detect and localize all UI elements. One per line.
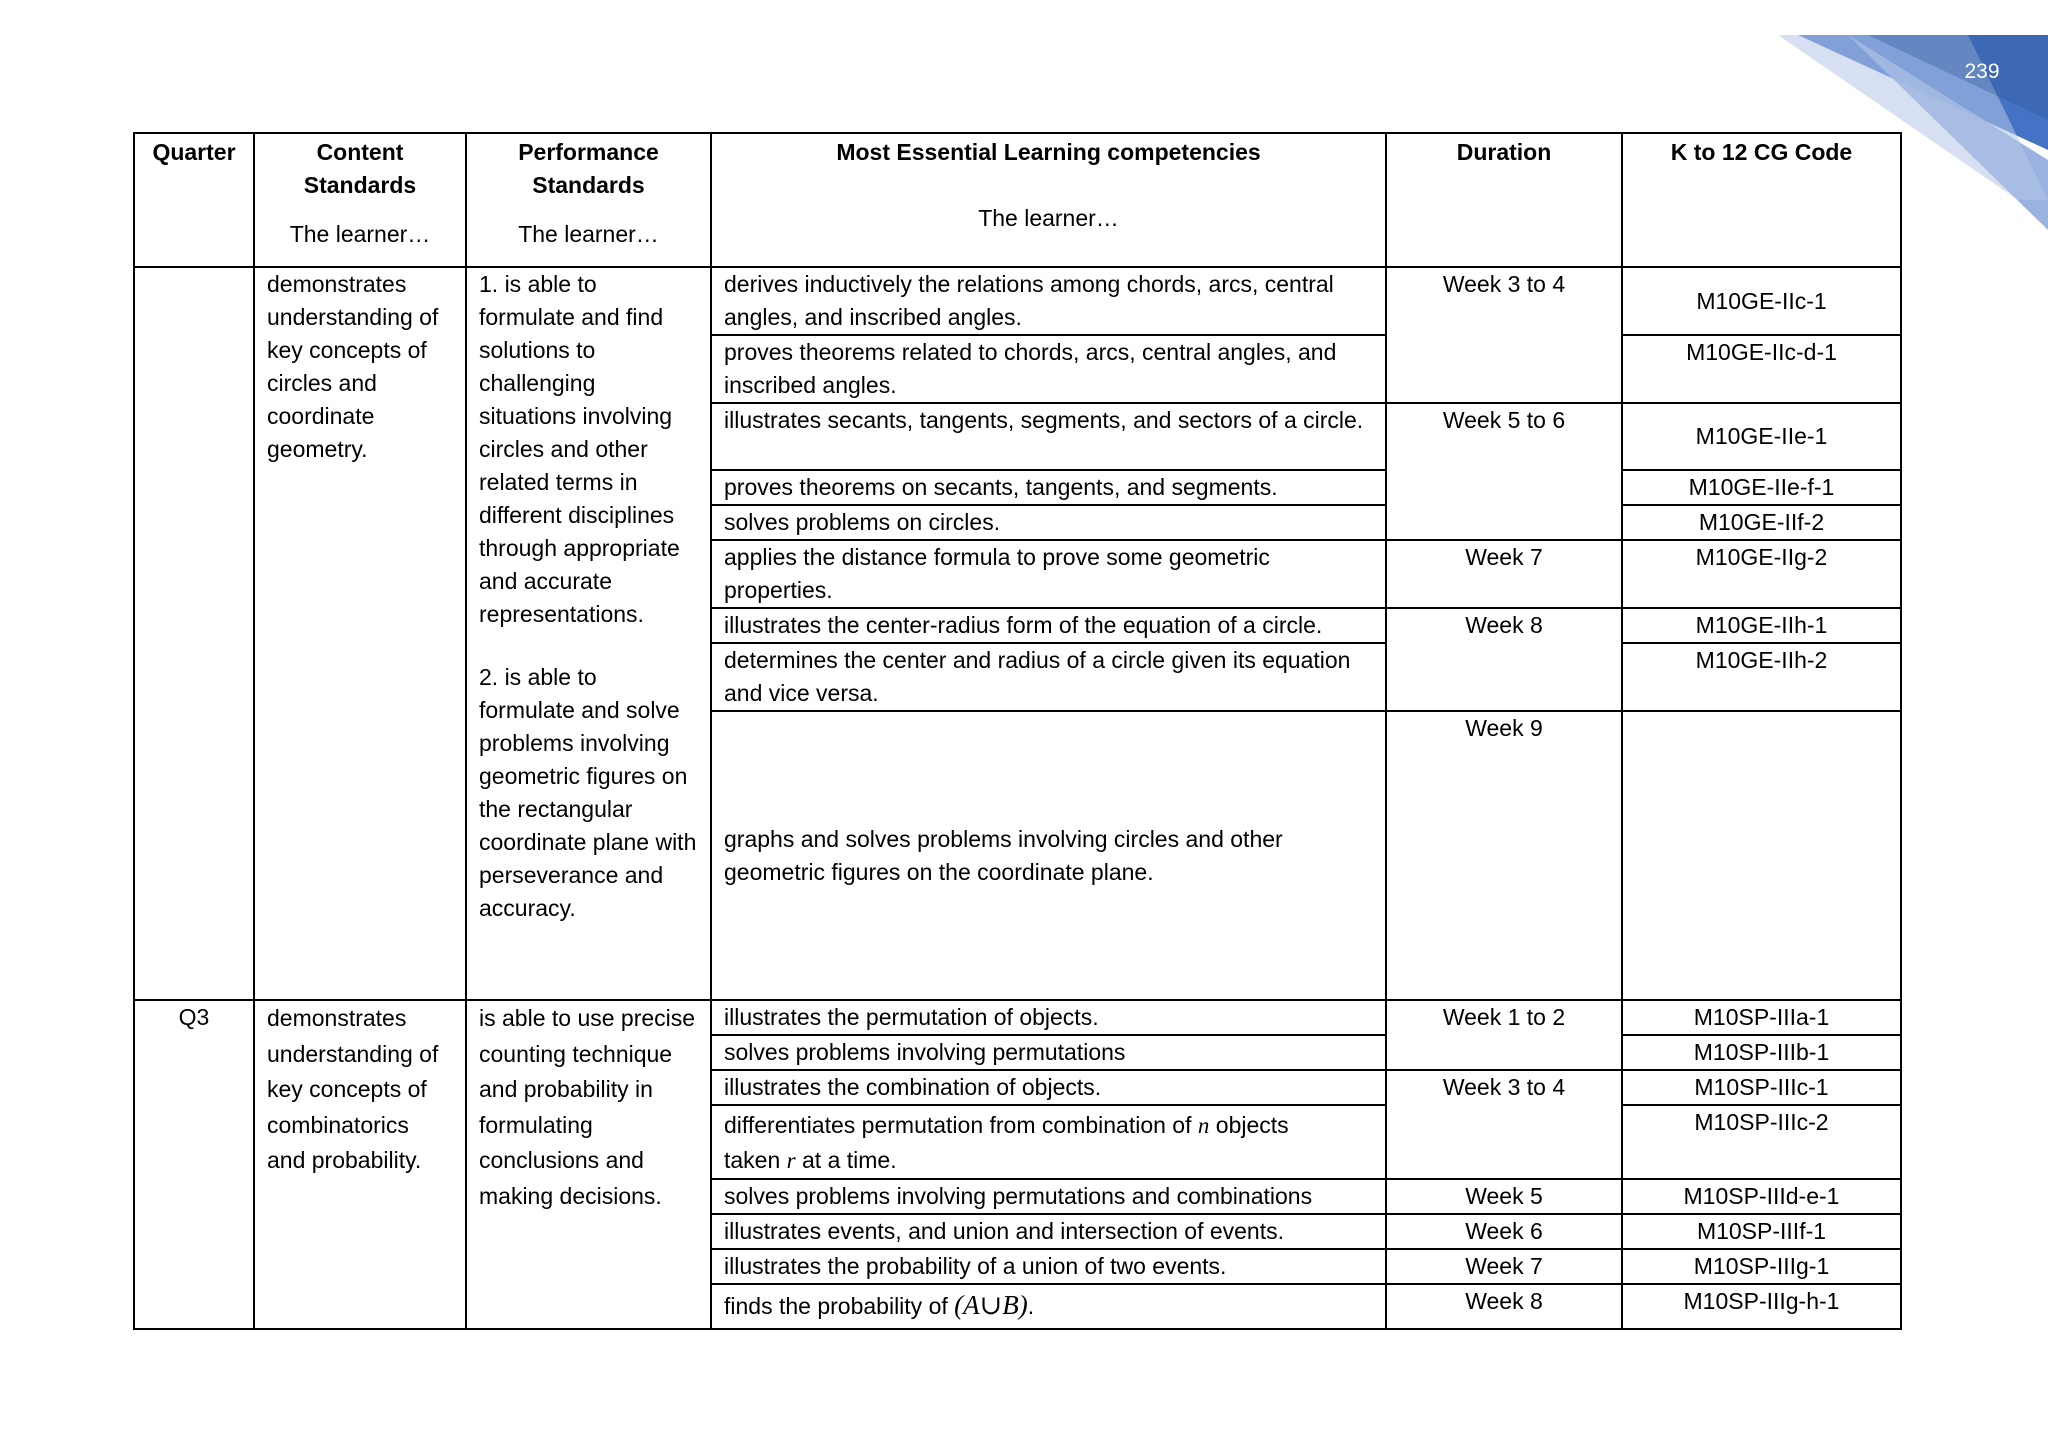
code-cell: M10SP-IIIg-1 [1622, 1249, 1901, 1284]
competency-cell: determines the center and radius of a circle given its equation and vice versa. [711, 643, 1386, 711]
header-content-standards: Content Standards The learner… [254, 133, 466, 267]
header-row [134, 133, 1901, 267]
performance-standard-2: 2. is able to formulate and solve problems involving geometric figures on the rectangular coordinate plane with perseverance and accuracy. [479, 664, 697, 921]
header-quarter: Quarter [134, 133, 254, 267]
code-cell: M10SP-IIIc-2 [1622, 1105, 1901, 1179]
competency-cell: illustrates the permutation of objects. [711, 1000, 1386, 1035]
competency-cell: solves problems involving permutations [711, 1035, 1386, 1070]
code-cell: M10GE-IIc-d-1 [1622, 335, 1901, 403]
quarter-cell: Q3 [134, 1000, 254, 1329]
duration-cell: Week 5 [1386, 1179, 1622, 1214]
table-row [134, 1000, 1901, 1035]
competency-cell: applies the distance formula to prove some geometric properties. [711, 540, 1386, 608]
duration-cell: Week 5 to 6 [1386, 403, 1622, 540]
code-cell: M10SP-IIIb-1 [1622, 1035, 1901, 1070]
melc-table [133, 132, 1902, 1330]
code-cell: M10GE-IIg-2 [1622, 540, 1901, 608]
quarter-cell [134, 267, 254, 1000]
competency-cell: illustrates secants, tangents, segments, and sectors of a circle. [711, 403, 1386, 470]
duration-cell: Week 3 to 4 [1386, 267, 1622, 403]
code-cell: M10GE-IIh-1 [1622, 608, 1901, 643]
duration-cell: Week 8 [1386, 608, 1622, 711]
competency-cell: graphs and solves problems involving circles and other geometric figures on the coordinate plane. [711, 711, 1386, 1000]
code-cell [1622, 711, 1901, 1000]
duration-cell: Week 7 [1386, 1249, 1622, 1284]
performance-standard-cell: is able to use precise counting technique and probability in formulating conclusions and making decisions. [466, 1000, 711, 1329]
code-cell: M10SP-IIId-e-1 [1622, 1179, 1901, 1214]
duration-cell: Week 1 to 2 [1386, 1000, 1622, 1070]
competency-cell: solves problems involving permutations and combinations [711, 1179, 1386, 1214]
code-cell: M10SP-IIIc-1 [1622, 1070, 1901, 1105]
duration-cell: Week 9 [1386, 711, 1622, 1000]
header-duration: Duration [1386, 133, 1622, 267]
formula-a-union-b: (A∪B) [954, 1290, 1028, 1320]
competency-cell: illustrates the probability of a union of two events. [711, 1249, 1386, 1284]
performance-standard-cell [466, 267, 711, 1000]
duration-cell: Week 6 [1386, 1214, 1622, 1249]
header-code: K to 12 CG Code [1622, 133, 1901, 267]
variable-n: n [1197, 1113, 1210, 1138]
competency-cell: derives inductively the relations among chords, arcs, central angles, and inscribed angles. [711, 267, 1386, 335]
header-performance-standards: Performance Standards The learner… [466, 133, 711, 267]
competency-cell: proves theorems on secants, tangents, and segments. [711, 470, 1386, 505]
code-cell: M10GE-IIh-2 [1622, 643, 1901, 711]
duration-cell: Week 7 [1386, 540, 1622, 608]
header-learner: The learner… [978, 205, 1119, 231]
duration-cell: Week 3 to 4 [1386, 1070, 1622, 1179]
performance-standard-1: 1. is able to formulate and find solutions to challenging situations involving circles and other related terms in different disciplines through appropriate and accurate representations. [479, 271, 680, 627]
competency-cell: illustrates the combination of objects. [711, 1070, 1386, 1105]
competency-cell: solves problems on circles. [711, 505, 1386, 540]
code-cell: M10SP-IIIf-1 [1622, 1214, 1901, 1249]
header-competencies: Most Essential Learning competencies The learner… [711, 133, 1386, 267]
header-learner: The learner… [289, 221, 431, 247]
code-cell: M10GE-IIf-2 [1622, 505, 1901, 540]
page-number: 239 [1964, 60, 2000, 83]
header-learner: The learner… [518, 221, 659, 247]
code-cell: M10GE-IIe-1 [1622, 403, 1901, 470]
table-row [134, 267, 1901, 335]
content-standard-cell: demonstrates understanding of key concepts of circles and coordinate geometry. [254, 267, 466, 1000]
duration-cell: Week 8 [1386, 1284, 1622, 1329]
competency-cell: differentiates permutation from combination of n objects taken r at a time. [711, 1105, 1386, 1179]
competency-cell: illustrates events, and union and intersection of events. [711, 1214, 1386, 1249]
code-cell: M10GE-IIc-1 [1622, 267, 1901, 335]
variable-r: r [786, 1148, 796, 1173]
competency-cell: proves theorems related to chords, arcs, central angles, and inscribed angles. [711, 335, 1386, 403]
content-standard-cell: demonstrates understanding of key concepts of combinatorics and probability. [254, 1000, 466, 1329]
competency-cell: illustrates the center-radius form of the equation of a circle. [711, 608, 1386, 643]
code-cell: M10SP-IIIa-1 [1622, 1000, 1901, 1035]
code-cell: M10GE-IIe-f-1 [1622, 470, 1901, 505]
code-cell: M10SP-IIIg-h-1 [1622, 1284, 1901, 1329]
competency-cell: finds the probability of (A∪B). [711, 1284, 1386, 1329]
